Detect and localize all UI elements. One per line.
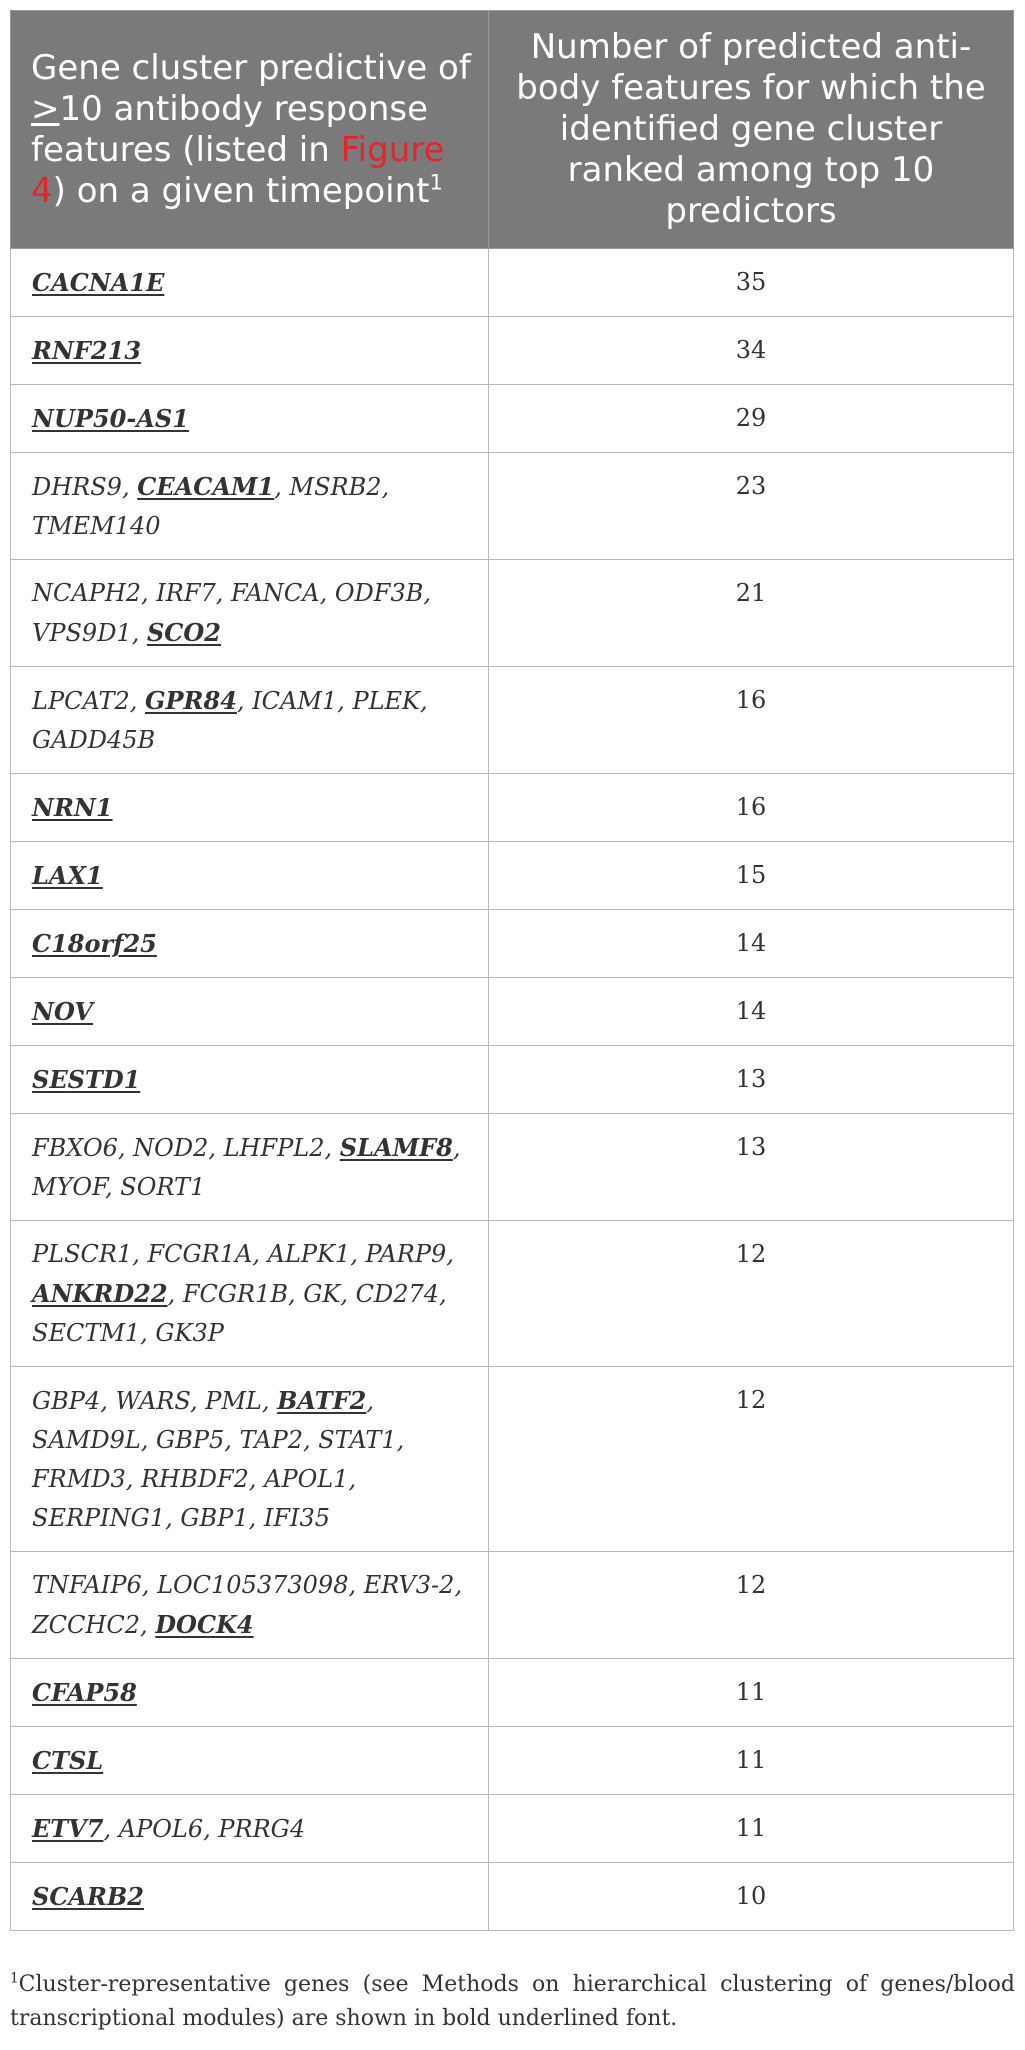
- gene-cluster-cell: [11, 385, 489, 453]
- gene-cluster-cell: [11, 910, 489, 978]
- table-row: [11, 1659, 1014, 1727]
- gene-cluster-cell: [11, 1795, 489, 1863]
- table-row: [11, 317, 1014, 385]
- table-row: [11, 978, 1014, 1046]
- representative-gene: RNF213: [32, 336, 142, 365]
- representative-gene: CEACAM1: [137, 472, 275, 501]
- representative-gene: SLAMF8: [339, 1133, 453, 1162]
- gene-list-text: , MYOF, SORT1: [32, 1134, 461, 1201]
- gene-list-text: , FCGR1B, GK, CD274, SECTM1, GK3P: [32, 1280, 447, 1347]
- footnote-marker: 1: [10, 1970, 19, 1987]
- feature-count-cell: 16: [489, 667, 1014, 774]
- gene-list-text: , APOL6, PRRG4: [103, 1815, 306, 1843]
- header-col1-mid: 10 antibody response features (listed in: [31, 88, 429, 170]
- gene-cluster-cell: [11, 1114, 489, 1221]
- figure-4-link[interactable]: Figure 4: [31, 129, 445, 211]
- feature-count-cell: 23: [489, 453, 1014, 560]
- gene-cluster-cell: [11, 560, 489, 667]
- gene-cluster-table: [10, 10, 1014, 1931]
- gene-cluster-cell: [11, 1727, 489, 1795]
- table-row: [11, 1114, 1014, 1221]
- gene-cluster-cell: [11, 1659, 489, 1727]
- header-col1-post: ) on a given timepoint: [52, 170, 430, 211]
- table-row: [11, 1727, 1014, 1795]
- feature-count-cell: 12: [489, 1221, 1014, 1367]
- representative-gene: BATF2: [277, 1386, 367, 1415]
- gene-cluster-cell: [11, 1367, 489, 1552]
- gene-cluster-cell: [11, 1221, 489, 1367]
- table-row: [11, 910, 1014, 978]
- feature-count-cell: 15: [489, 842, 1014, 910]
- representative-gene: LAX1: [32, 861, 103, 890]
- table-body: [11, 249, 1014, 1931]
- table-row: [11, 1221, 1014, 1367]
- gene-cluster-table-wrapper: [10, 10, 1013, 1931]
- feature-count-cell: 13: [489, 1114, 1014, 1221]
- feature-count-cell: 13: [489, 1046, 1014, 1114]
- gene-list-text: , MSRB2, TMEM140: [32, 473, 390, 540]
- gene-list-text: NCAPH2, IRF7, FANCA, ODF3B, VPS9D1,: [32, 579, 431, 647]
- table-row: [11, 385, 1014, 453]
- feature-count-cell: 14: [489, 978, 1014, 1046]
- header-col1-ge: >: [31, 88, 60, 129]
- gene-list-text: GBP4, WARS, PML,: [32, 1387, 278, 1415]
- gene-cluster-cell: [11, 774, 489, 842]
- footnote-text: Cluster-representative genes (see Methods on hierarchical clustering of genes/blood transcriptional modules) are shown in bold underlined font.: [10, 1972, 1015, 2031]
- header-footnote-marker: 1: [429, 169, 443, 195]
- gene-cluster-cell: [11, 317, 489, 385]
- gene-cluster-cell: [11, 453, 489, 560]
- representative-gene: CTSL: [32, 1746, 104, 1775]
- gene-list-text: LPCAT2,: [32, 687, 146, 715]
- gene-cluster-cell: [11, 1863, 489, 1931]
- gene-cluster-cell: [11, 1552, 489, 1659]
- feature-count-cell: 16: [489, 774, 1014, 842]
- representative-gene: ANKRD22: [32, 1279, 168, 1308]
- feature-count-cell: 11: [489, 1795, 1014, 1863]
- representative-gene: SCO2: [146, 618, 222, 647]
- table-row: [11, 1046, 1014, 1114]
- header-gene-cluster: [11, 11, 489, 249]
- representative-gene: SCARB2: [32, 1882, 144, 1911]
- table-footnote: [10, 1968, 1015, 2036]
- gene-cluster-cell: [11, 842, 489, 910]
- representative-gene: NRN1: [32, 793, 113, 822]
- feature-count-cell: 14: [489, 910, 1014, 978]
- table-row: [11, 249, 1014, 317]
- representative-gene: NOV: [32, 997, 94, 1026]
- representative-gene: ETV7: [32, 1814, 104, 1843]
- table-header-row: [11, 11, 1014, 249]
- gene-list-text: , ICAM1, PLEK, GADD45B: [32, 687, 428, 754]
- gene-cluster-cell: [11, 667, 489, 774]
- representative-gene: GPR84: [145, 686, 237, 715]
- table-row: [11, 1552, 1014, 1659]
- representative-gene: SESTD1: [32, 1065, 141, 1094]
- gene-list-text: FBXO6, NOD2, LHFPL2,: [32, 1134, 340, 1162]
- feature-count-cell: 29: [489, 385, 1014, 453]
- feature-count-cell: 12: [489, 1367, 1014, 1552]
- table-row: [11, 1863, 1014, 1931]
- gene-cluster-cell: [11, 978, 489, 1046]
- table-row: [11, 560, 1014, 667]
- header-col1-pre: Gene cluster predictive of: [31, 47, 471, 88]
- table-row: [11, 1367, 1014, 1552]
- gene-list-text: TNFAIP6, LOC105373098, ERV3-2, ZCCHC2,: [32, 1571, 463, 1639]
- feature-count-cell: 35: [489, 249, 1014, 317]
- table-row: [11, 842, 1014, 910]
- table-row: [11, 453, 1014, 560]
- gene-list-text: DHRS9,: [32, 473, 138, 501]
- gene-list-text: , SAMD9L, GBP5, TAP2, STAT1, FRMD3, RHBDF2, APOL1, SERPING1, GBP1, IFI35: [32, 1387, 405, 1532]
- gene-cluster-cell: [11, 249, 489, 317]
- representative-gene: C18orf25: [32, 929, 157, 958]
- gene-list-text: PLSCR1, FCGR1A, ALPK1, PARP9,: [32, 1240, 454, 1268]
- feature-count-cell: 34: [489, 317, 1014, 385]
- representative-gene: CACNA1E: [32, 268, 165, 297]
- representative-gene: DOCK4: [155, 1610, 254, 1639]
- table-row: [11, 667, 1014, 774]
- representative-gene: NUP50-AS1: [32, 404, 189, 433]
- feature-count-cell: 12: [489, 1552, 1014, 1659]
- feature-count-cell: 11: [489, 1659, 1014, 1727]
- header-feature-count: Number of predicted anti-body features for which the identified gene cluster ranked among top 10 predictors: [489, 11, 1014, 249]
- feature-count-cell: 10: [489, 1863, 1014, 1931]
- gene-cluster-cell: [11, 1046, 489, 1114]
- table-row: [11, 1795, 1014, 1863]
- feature-count-cell: 11: [489, 1727, 1014, 1795]
- table-row: [11, 774, 1014, 842]
- representative-gene: CFAP58: [32, 1678, 137, 1707]
- feature-count-cell: 21: [489, 560, 1014, 667]
